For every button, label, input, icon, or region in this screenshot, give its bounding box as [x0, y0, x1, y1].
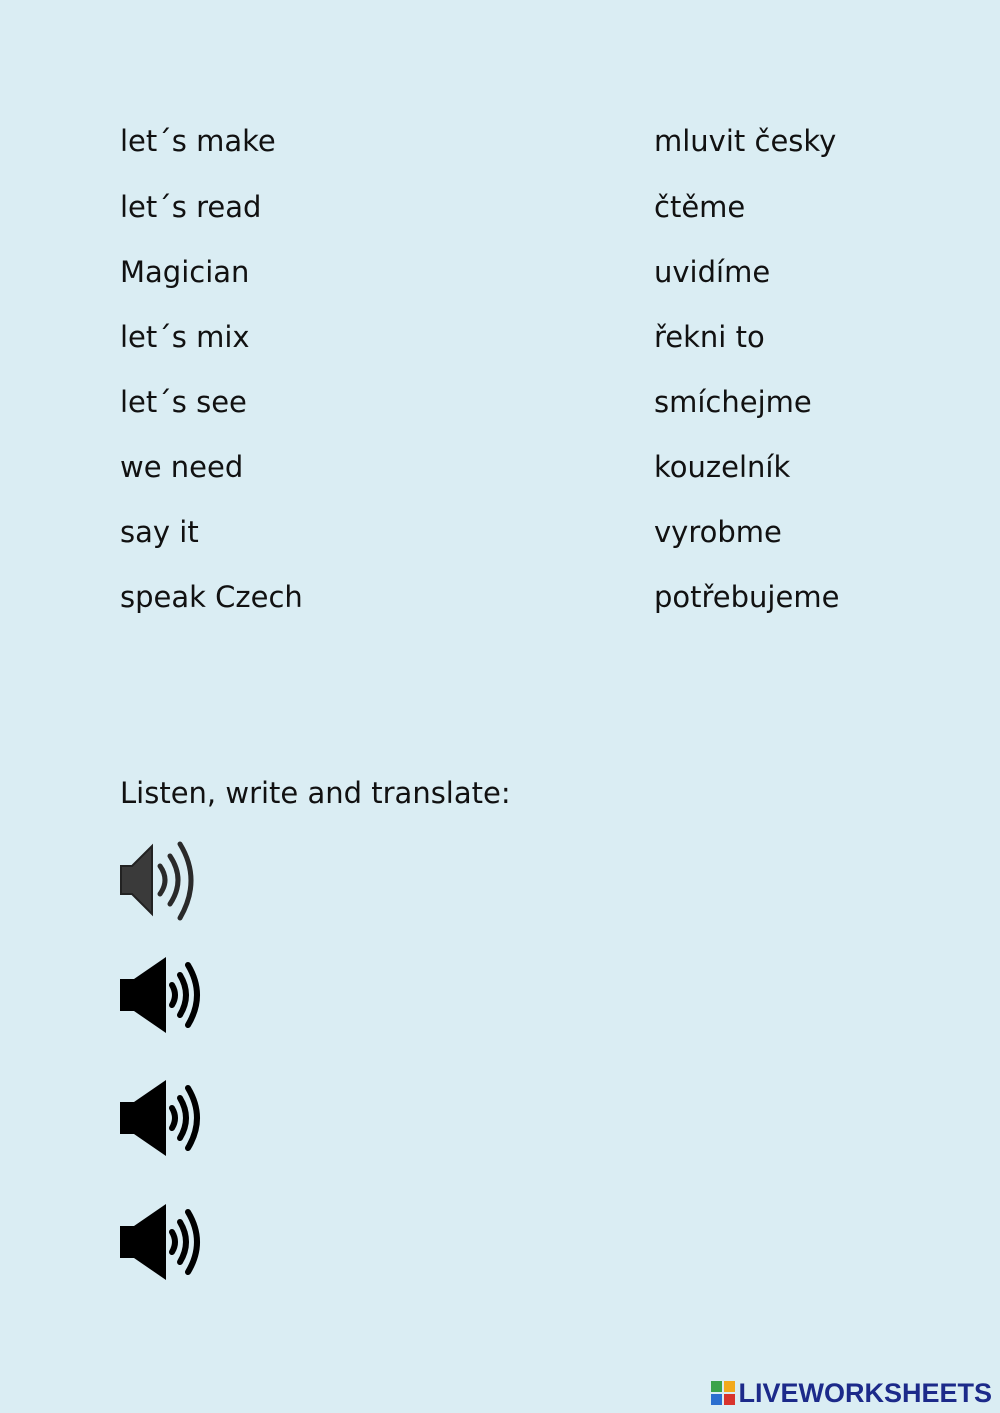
audio-button-2[interactable] [118, 955, 208, 1035]
speaker-icon [118, 955, 208, 1035]
logo-grid-icon [710, 1380, 736, 1406]
logo-text: LIVEWORKSHEETS [738, 1377, 992, 1408]
english-word[interactable]: let´s mix [120, 320, 250, 354]
czech-word[interactable]: smíchejme [654, 385, 812, 419]
czech-word[interactable]: uvidíme [654, 255, 771, 289]
instruction-text: Listen, write and translate: [120, 776, 511, 810]
english-word[interactable]: say it [120, 515, 199, 549]
audio-button-4[interactable] [118, 1202, 208, 1282]
speaker-icon [118, 836, 198, 924]
speaker-icon [118, 1202, 208, 1282]
czech-word[interactable]: čtěme [654, 190, 746, 224]
czech-word[interactable]: mluvit česky [654, 124, 837, 158]
english-word[interactable]: speak Czech [120, 580, 303, 614]
audio-button-1[interactable] [118, 836, 198, 924]
speaker-icon [118, 1078, 208, 1158]
audio-button-3[interactable] [118, 1078, 208, 1158]
english-word[interactable]: let´s make [120, 124, 276, 158]
english-word[interactable]: Magician [120, 255, 250, 289]
english-word[interactable]: let´s read [120, 190, 262, 224]
english-word[interactable]: let´s see [120, 385, 247, 419]
czech-word[interactable]: řekni to [654, 320, 765, 354]
czech-word[interactable]: vyrobme [654, 515, 782, 549]
english-word[interactable]: we need [120, 450, 244, 484]
czech-word[interactable]: potřebujeme [654, 580, 840, 614]
czech-word[interactable]: kouzelník [654, 450, 791, 484]
liveworksheets-logo[interactable] [710, 1377, 992, 1409]
